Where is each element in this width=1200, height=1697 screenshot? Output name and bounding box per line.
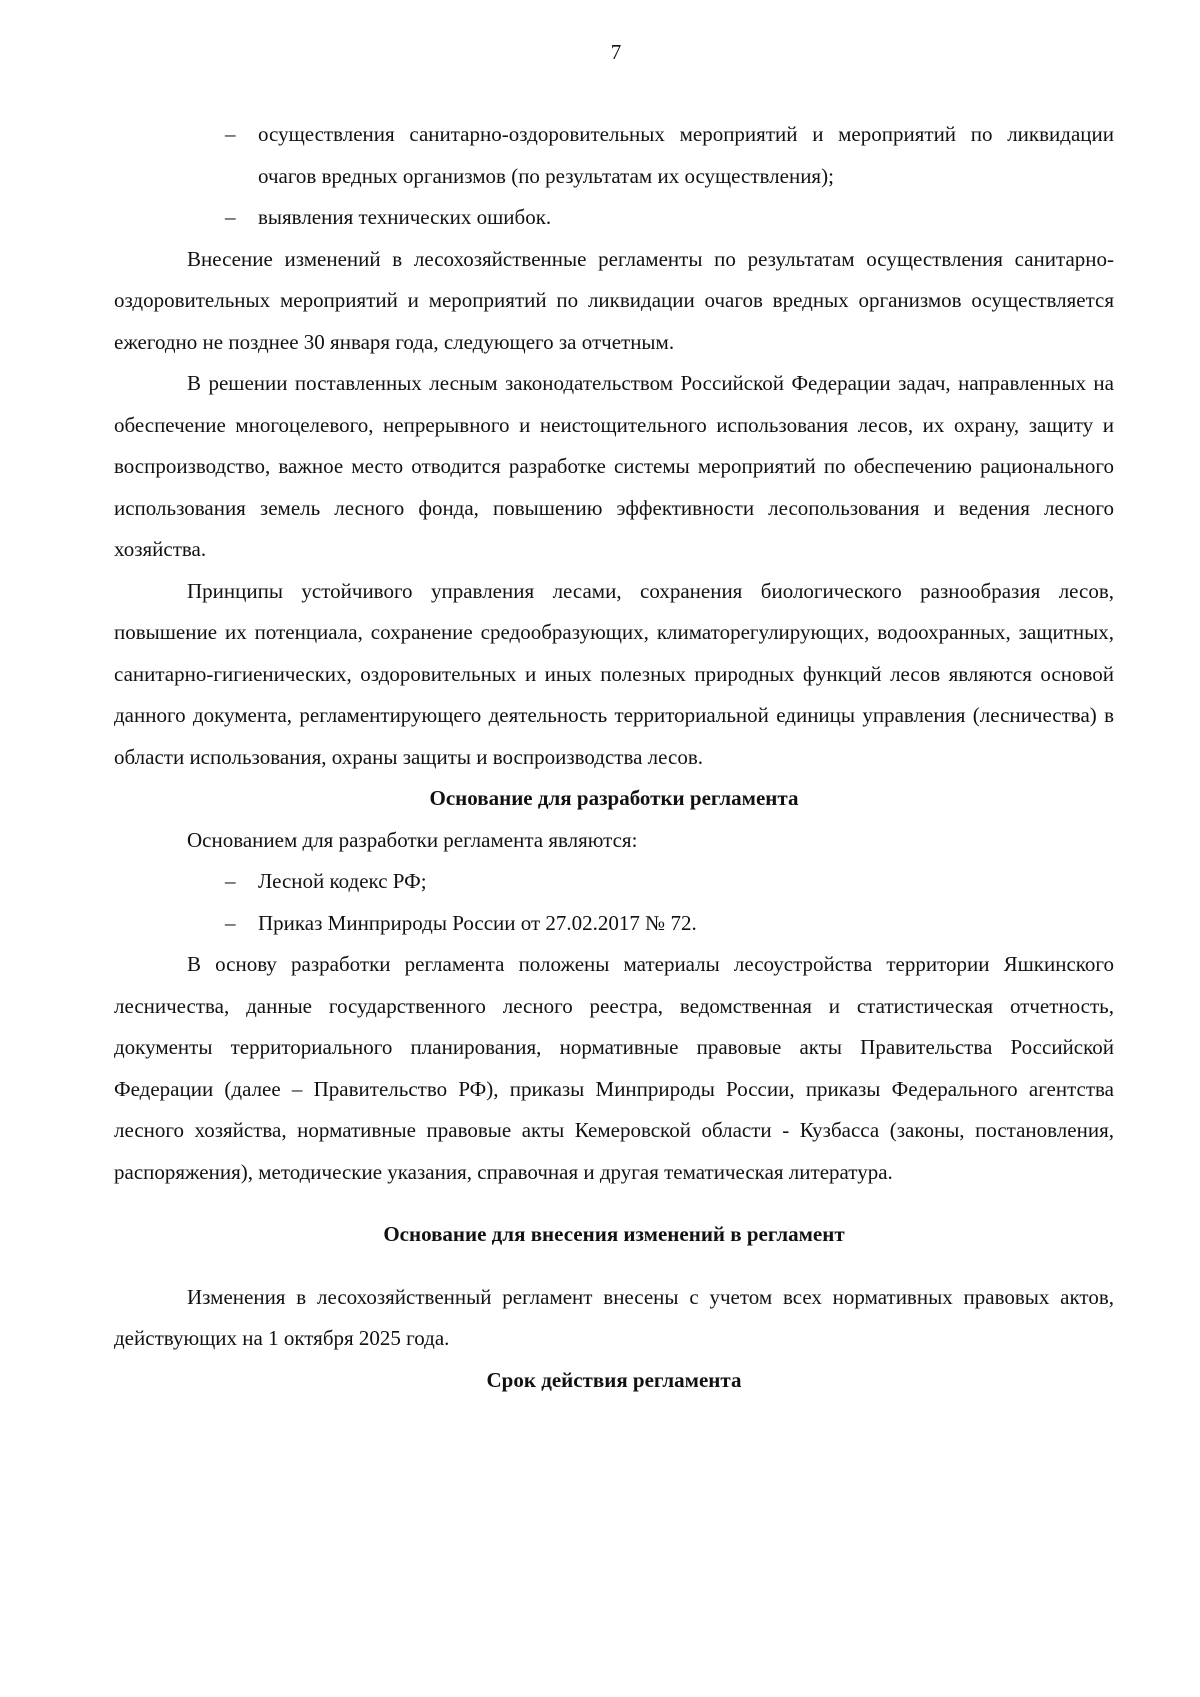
paragraph: В основу разработки регламента положены материалы лесоустройства территории Яшкинского лесничества, данные государственного лесного реестра, ведомственная и статистическая отчетность, документы территориального планирования, нормативные правовые акты Правительства Российской Федерации (далее – Правительство РФ), приказы Минприроды России, приказы Федерального агентства лесного хозяйства, нормативные правовые акты Кемеровской области - Кузбасса (законы, постановления, распоряжения), методические указания, справочная и другая тематическая литература. bbox=[114, 952, 1114, 1184]
list-item bbox=[114, 861, 1114, 903]
list-item bbox=[114, 197, 1114, 239]
list-item-text: осуществления санитарно-оздоровительных мероприятий и мероприятий по ликвидации очагов вредных организмов (по результатам их осуществления); bbox=[258, 122, 1114, 188]
list-dash: – bbox=[225, 122, 236, 146]
list-item-text: Приказ Минприроды России от 27.02.2017 № 72. bbox=[258, 910, 697, 935]
paragraph: Основанием для разработки регламента являются: bbox=[187, 827, 638, 852]
list-item-text: Лесной кодекс РФ; bbox=[258, 869, 427, 893]
list-dash: – bbox=[225, 910, 236, 935]
section-heading: Основание для внесения изменений в регламент bbox=[383, 1222, 845, 1246]
list-dash: – bbox=[225, 869, 236, 893]
paragraph: Принципы устойчивого управления лесами, сохранения биологического разнообразия лесов, повышение их потенциала, сохранение средообразующих, климаторегулирующих, водоохранных, защитных, санитарно-гигиенических, оздоровительных и иных полезных природных функций лесов являются основой данного документа, регламентирующего деятельность территориальной единицы управления (лесничества) в области использования, охраны защиты и воспроизводства лесов. bbox=[114, 578, 1114, 769]
paragraph: Изменения в лесохозяйственный регламент внесены с учетом всех нормативных правовых актов, действующих на 1 октября 2025 года. bbox=[114, 1284, 1114, 1350]
list-item-text: выявления технических ошибок. bbox=[258, 205, 552, 229]
document-body bbox=[114, 114, 1114, 1401]
list-item bbox=[114, 114, 1114, 197]
paragraph: Внесение изменений в лесохозяйственные регламенты по результатам осуществления санитарно-оздоровительных мероприятий и мероприятий по ликвидации очагов вредных организмов осуществляется ежегодно не позднее 30 января года, следующего за отчетным. bbox=[114, 246, 1114, 354]
section-heading: Срок действия регламента bbox=[486, 1367, 742, 1392]
list-dash: – bbox=[225, 205, 236, 229]
page-number: 7 bbox=[610, 40, 622, 64]
paragraph: В решении поставленных лесным законодательством Российской Федерации задач, направленных на обеспечение многоцелевого, непрерывного и неистощительного использования лесов, их охрану, защиту и воспроизводство, важное место отводится разработке системы мероприятий по обеспечению рационального использования земель лесного фонда, повышению эффективности лесопользования и ведения лесного хозяйства. bbox=[114, 371, 1114, 561]
list-item bbox=[114, 903, 1114, 945]
section-heading: Основание для разработки регламента bbox=[429, 786, 799, 810]
